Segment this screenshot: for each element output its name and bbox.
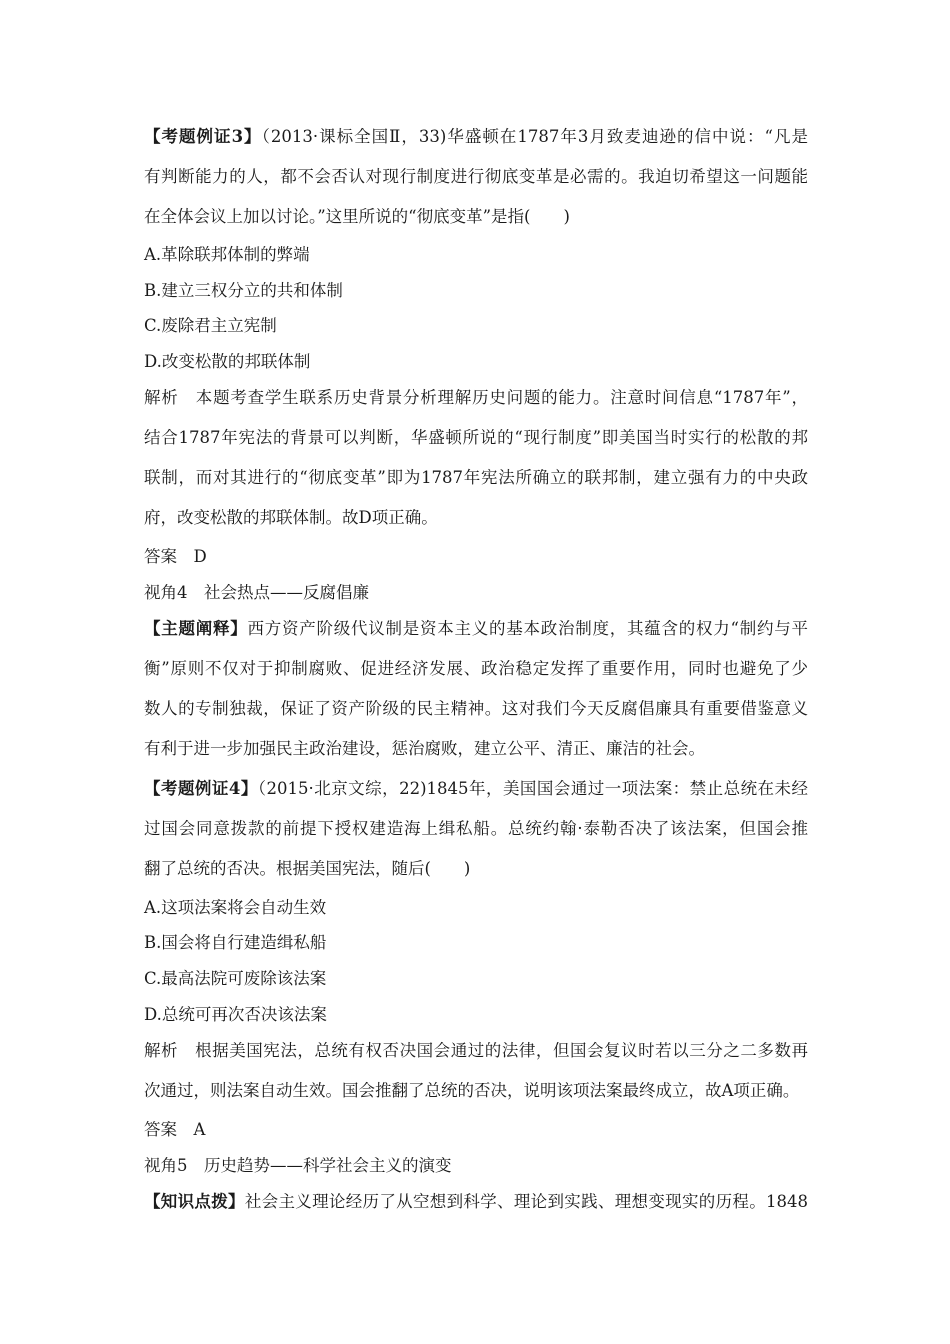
- example4-analysis-line-1: 解析 根据美国宪法，总统有权否决国会通过的法律，但国会复议时若以三分之二多数再: [144, 1041, 808, 1060]
- example4-question-line-2: 过国会同意拨款的前提下授权建造海上缉私船。总统约翰·泰勒否决了该法案，但国会推: [144, 819, 808, 838]
- example3-analysis-line-3: 联制，而对其进行的“彻底变革”即为1787年宪法所确立的联邦制，建立强有力的中央政: [144, 468, 808, 487]
- angle4-theme-text-1: 西方资产阶级代议制是资本主义的基本政治制度，其蕴含的权力“制约与平: [247, 619, 809, 638]
- angle4-heading: 视角4 社会热点——反腐倡廉: [144, 583, 369, 602]
- example4-question-line-3: 翻了总统的否决。根据美国宪法，随后( ): [144, 859, 471, 878]
- example3-answer: 答案 D: [144, 547, 207, 566]
- example3-question-line-1: [144, 126, 808, 148]
- example3-tag: 【考题例证3】: [144, 127, 262, 146]
- angle4-theme-line-3: 数人的专制独裁，保证了资产阶级的民主精神。这对我们今天反腐倡廉具有重要借鉴意义: [144, 699, 808, 718]
- example4-option-a: A.这项法案将会自动生效: [144, 898, 327, 917]
- example4-option-b: B.国会将自行建造缉私船: [144, 933, 327, 952]
- example3-analysis-line-2: 结合1787年宪法的背景可以判断，华盛顿所说的“现行制度”即美国当时实行的松散的邦: [144, 428, 808, 447]
- example3-option-c: C.废除君主立宪制: [144, 316, 277, 335]
- example3-question-line-2: 有判断能力的人，都不会否认对现行制度进行彻底变革是必需的。我迫切希望这一问题能: [144, 167, 808, 186]
- example3-option-a: A.革除联邦体制的弊端: [144, 245, 310, 264]
- example3-analysis-line-4: 府，改变松散的邦联体制。故D项正确。: [144, 508, 438, 527]
- angle5-tip-text: 社会主义理论经历了从空想到科学、理论到实践、理想变现实的历程。1848: [244, 1192, 809, 1211]
- angle5-tip-line-1: [144, 1191, 808, 1213]
- angle5-heading: 视角5 历史趋势——科学社会主义的演变: [144, 1156, 452, 1175]
- angle5-tip-tag: 【知识点拨】: [144, 1192, 245, 1211]
- angle4-theme-line-4: 有利于进一步加强民主政治建设，惩治腐败，建立公平、清正、廉洁的社会。: [144, 739, 705, 758]
- example4-answer: 答案 A: [144, 1120, 206, 1139]
- example3-option-b: B.建立三权分立的共和体制: [144, 281, 343, 300]
- example4-question-line-1: [144, 778, 808, 800]
- example3-question-line-3: 在全体会议上加以讨论。”这里所说的“彻底变革”是指( ): [144, 207, 570, 226]
- example3-text-1: （2013·课标全国Ⅱ，33)华盛顿在1787年3月致麦迪逊的信中说：“凡是: [261, 127, 808, 146]
- angle4-theme-line-1: [144, 618, 808, 640]
- example4-analysis-line-2: 次通过，则法案自动生效。国会推翻了总统的否决，说明该项法案最终成立，故A项正确。: [144, 1081, 800, 1100]
- example4-option-c: C.最高法院可废除该法案: [144, 969, 327, 988]
- angle4-theme-tag: 【主题阐释】: [144, 619, 248, 638]
- angle4-theme-line-2: 衡”原则不仅对于抑制腐败、促进经济发展、政治稳定发挥了重要作用，同时也避免了少: [144, 659, 808, 678]
- example4-text-1: （2015·北京文综，22)1845年，美国国会通过一项法案：禁止总统在未经: [257, 779, 808, 798]
- example3-option-d: D.改变松散的邦联体制: [144, 352, 311, 371]
- example3-analysis-line-1: 解析 本题考查学生联系历史背景分析理解历史问题的能力。注意时间信息“1787年”，: [144, 388, 808, 407]
- example4-option-d: D.总统可再次否决该法案: [144, 1005, 327, 1024]
- example4-tag: 【考题例证4】: [144, 779, 258, 798]
